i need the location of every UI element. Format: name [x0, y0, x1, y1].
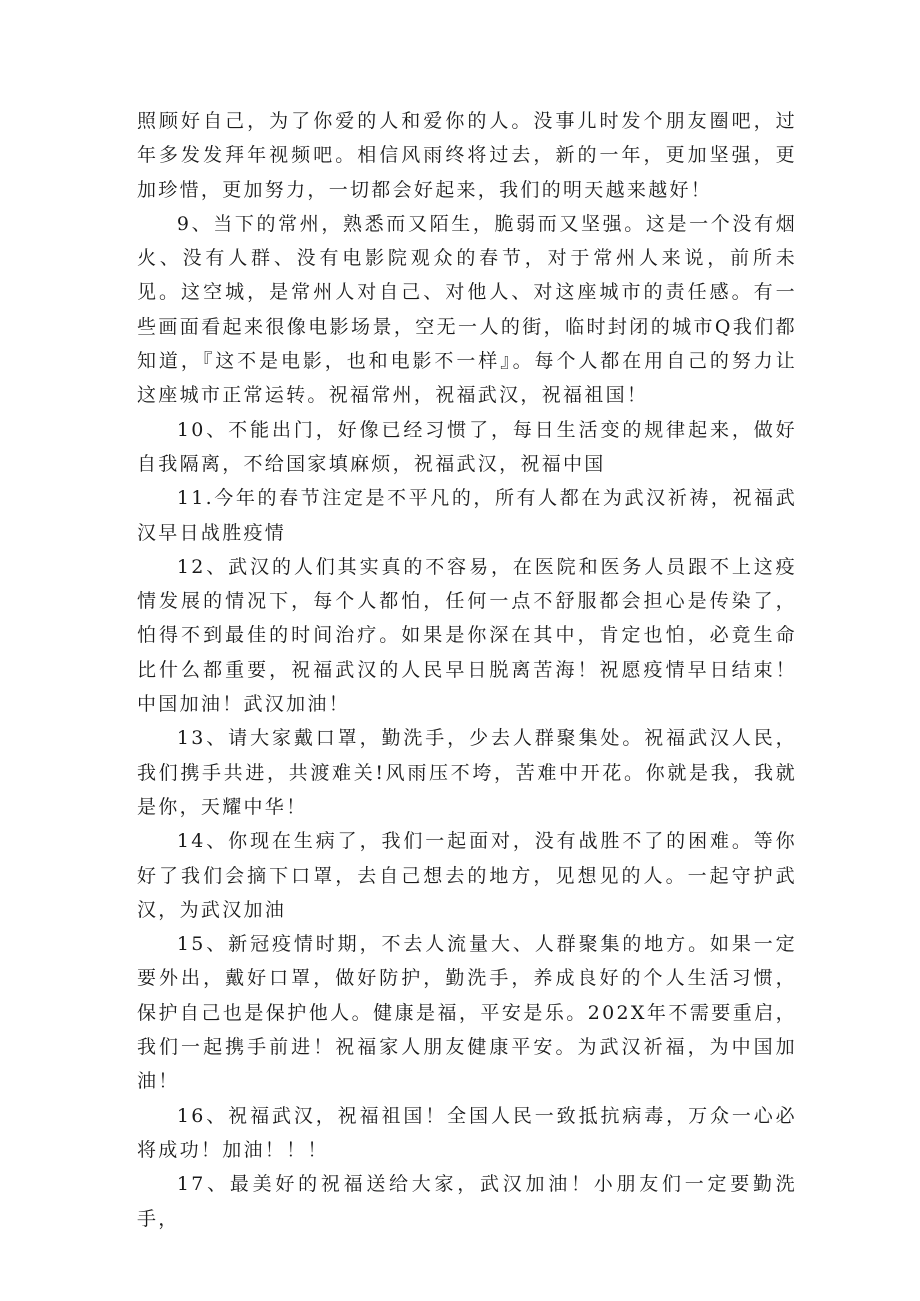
paragraph-11: 11.今年的春节注定是不平凡的，所有人都在为武汉祈祷，祝福武汉早日战胜疫情 — [137, 487, 797, 544]
paragraph-17: 17、最美好的祝福送给大家，武汉加油！小朋友们一定要勤洗手， — [137, 1173, 797, 1230]
paragraph-10: 10、不能出门，好像已经习惯了，每日生活变的规律起来，做好自我隔离，不给国家填麻烦，祝福武汉，祝福中国 — [137, 418, 797, 475]
document-body — [137, 104, 797, 1236]
paragraph-12: 12、武汉的人们其实真的不容易，在医院和医务人员跟不上这疫情发展的情况下，每个人都怕，任何一点不舒服都会担心是传染了，怕得不到最佳的时间治疗。如果是你深在其中，肯定也怕，必竟生命比什么都重要，祝福武汉的人民早日脱离苦海！祝愿疫情早日结束！中国加油！武汉加油！ — [137, 555, 797, 716]
paragraph-continuation: 照顾好自己，为了你爱的人和爱你的人。没事儿时发个朋友圈吧，过年多发发拜年视频吧。相信风雨终将过去，新的一年，更加坚强，更加珍惜，更加努力，一切都会好起来，我们的明天越来越好！ — [137, 110, 797, 201]
paragraph-16: 16、祝福武汉，祝福祖国！全国人民一致抵抗病毒，万众一心必将成功！加油！！！ — [137, 1104, 797, 1161]
paragraph-14: 14、你现在生病了，我们一起面对，没有战胜不了的困难。等你好了我们会摘下口罩，去自己想去的地方，见想见的人。一起守护武汉，为武汉加油 — [137, 830, 797, 921]
paragraph-13: 13、请大家戴口罩，勤洗手，少去人群聚集处。祝福武汉人民，我们携手共进，共渡难关!风雨压不垮，苦难中开花。你就是我，我就是你，天耀中华！ — [137, 727, 797, 818]
paragraph-9: 9、当下的常州，熟悉而又陌生，脆弱而又坚强。这是一个没有烟火、没有人群、没有电影院观众的春节，对于常州人来说，前所未见。这空城，是常州人对自己、对他人、对这座城市的责任感。有一些画面看起来很像电影场景，空无一人的街，临时封闭的城市Q我们都知道，『这不是电影，也和电影不一样』。每个人都在用自己的努力让这座城市正常运转。祝福常州，祝福武汉，祝福祖国！ — [137, 212, 797, 407]
paragraph-15: 15、新冠疫情时期，不去人流量大、人群聚集的地方。如果一定要外出，戴好口罩，做好防护，勤洗手，养成良好的个人生活习惯，保护自己也是保护他人。健康是福，平安是乐。202X年不需要重启，我们一起携手前进！祝福家人朋友健康平安。为武汉祈福，为中国加油！ — [137, 933, 797, 1093]
